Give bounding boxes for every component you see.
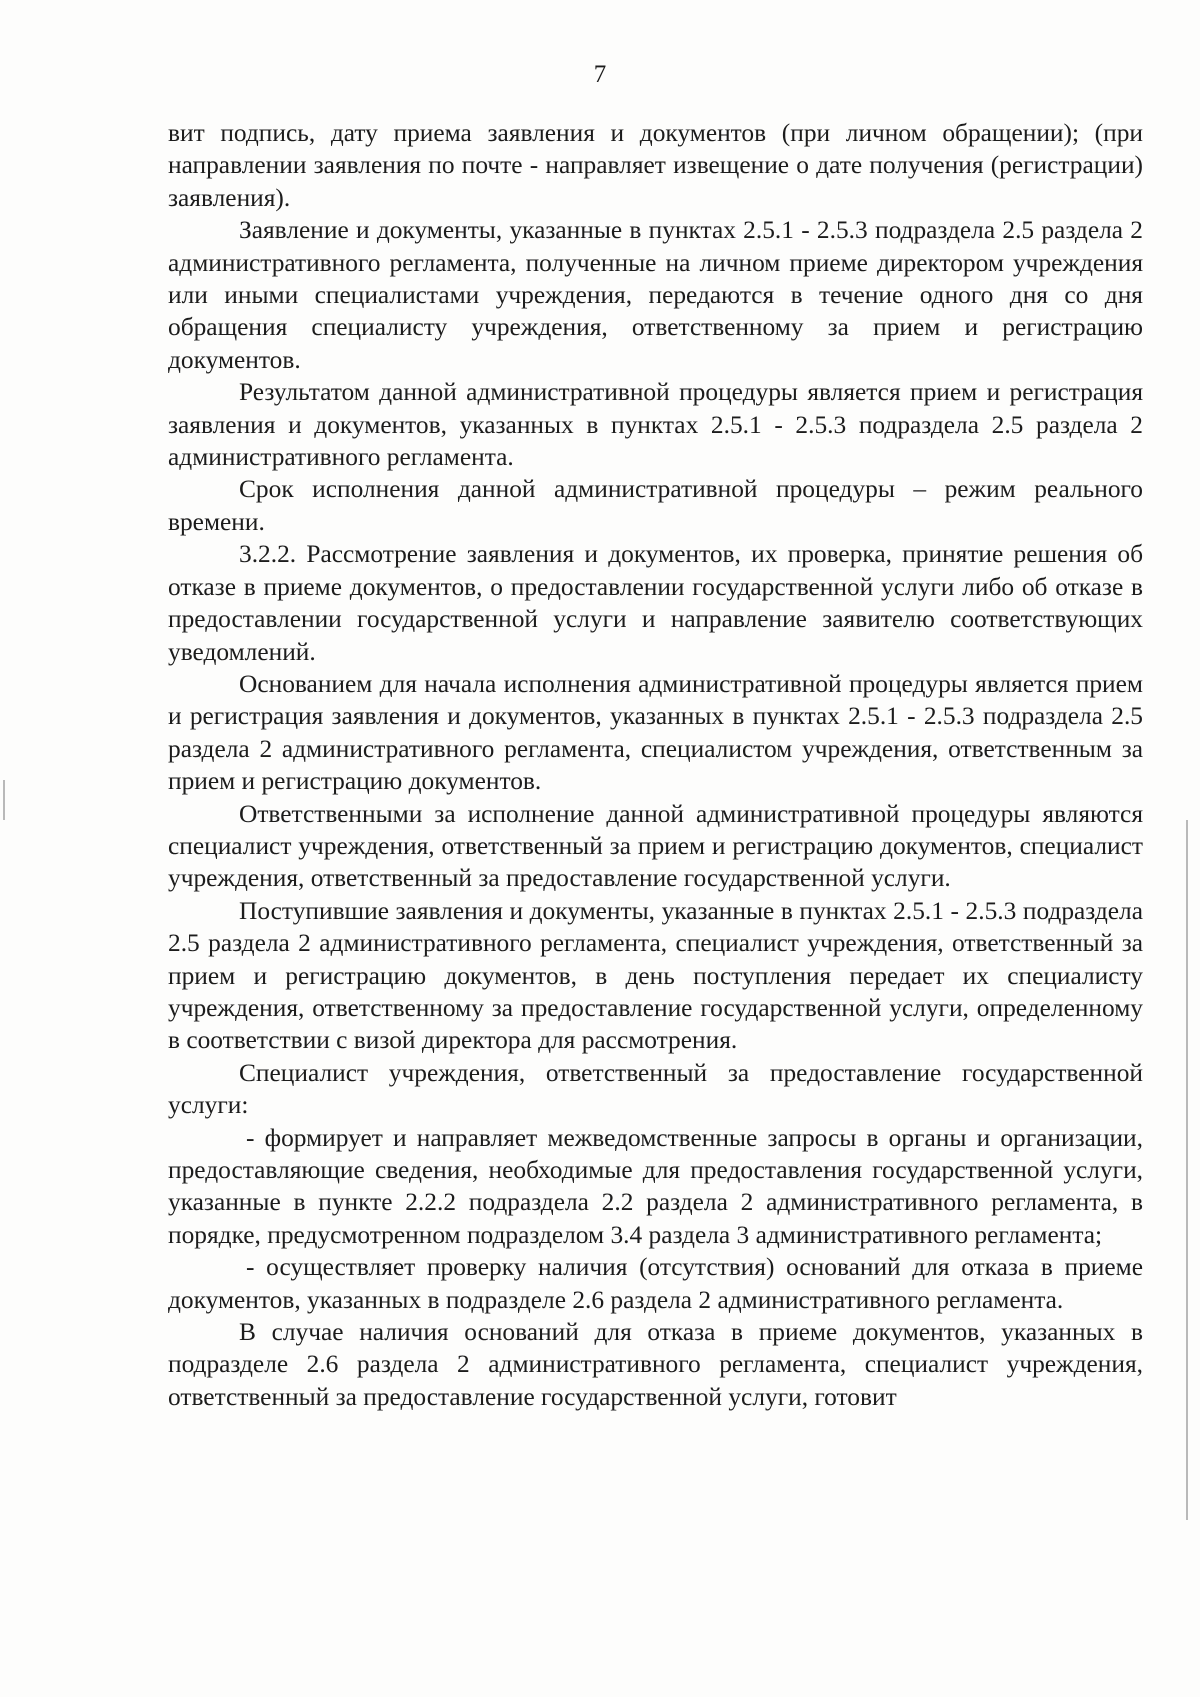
paragraph: Специалист учреждения, ответственный за предоставление государственной услуги: bbox=[168, 1058, 1143, 1120]
list-item: - формирует и направляет межведомственные запросы в органы и организации, предоставляющие сведения, необходимые для предоставления государственной услуги, указанные в пункте 2.2.2 подраздела 2.2 раздела 2 административного регламента, в порядке, предусмотренном подразделом 3.4 раздела 3 административного регламента; bbox=[168, 1123, 1143, 1249]
paragraph: Поступившие заявления и документы, указанные в пунктах 2.5.1 - 2.5.3 подраздела 2.5 раздела 2 административного регламента, специалист учреждения, ответственный за прием и регистрацию документов, в день поступления передает их специалисту учреждения, ответственному за предоставление государственной услуги, определенному в соответствии с визой директора для рассмотрения. bbox=[168, 896, 1143, 1055]
section-heading-paragraph: 3.2.2. Рассмотрение заявления и документов, их проверка, принятие решения об отказе в приеме документов, о предоставлении государственной услуги либо об отказе в предоставлении государственной услуги и направление заявителю соответствующих уведомлений. bbox=[168, 540, 1143, 666]
scan-edge-mark bbox=[1186, 820, 1188, 1520]
paragraph: Заявление и документы, указанные в пунктах 2.5.1 - 2.5.3 подраздела 2.5 раздела 2 административного регламента, полученные на личном приеме директором учреждения или иными специалистами учреждения, передаются в течение одного дня со дня обращения специалисту учреждения, ответственному за прием и регистрацию документов. bbox=[168, 216, 1143, 374]
page-number: 7 bbox=[593, 61, 607, 88]
paragraph: вит подпись, дату приема заявления и документов (при личном обращении); (при направлении заявления по почте - направляет извещение о дате получения (регистрации) заявления). bbox=[168, 119, 1143, 212]
paragraph: Срок исполнения данной административной процедуры – режим реального времени. bbox=[168, 475, 1143, 536]
paragraph: Ответственными за исполнение данной административной процедуры являются специалист учреждения, ответственный за прием и регистрацию документов, специалист учреждения, ответственный за предоставление государственной услуги. bbox=[168, 799, 1143, 893]
list-item: - осуществляет проверку наличия (отсутствия) оснований для отказа в приеме документов, указанных в подразделе 2.6 раздела 2 административного регламента. bbox=[168, 1253, 1143, 1314]
paragraph: Результатом данной административной процедуры является прием и регистрация заявления и документов, указанных в пунктах 2.5.1 - 2.5.3 подраздела 2.5 раздела 2 административного регламента. bbox=[168, 378, 1143, 472]
paragraph: В случае наличия оснований для отказа в приеме документов, указанных в подразделе 2.6 раздела 2 административного регламента, специалист учреждения, ответственный за предоставление государственной услуги, готовит bbox=[168, 1318, 1143, 1411]
scan-edge-mark bbox=[3, 780, 5, 820]
document-body bbox=[168, 117, 1143, 1413]
paragraph: Основанием для начала исполнения административной процедуры является прием и регистрация заявления и документов, указанных в пунктах 2.5.1 - 2.5.3 подраздела 2.5 раздела 2 административного регламента, специалистом учреждения, ответственным за прием и регистрацию документов. bbox=[168, 669, 1143, 796]
